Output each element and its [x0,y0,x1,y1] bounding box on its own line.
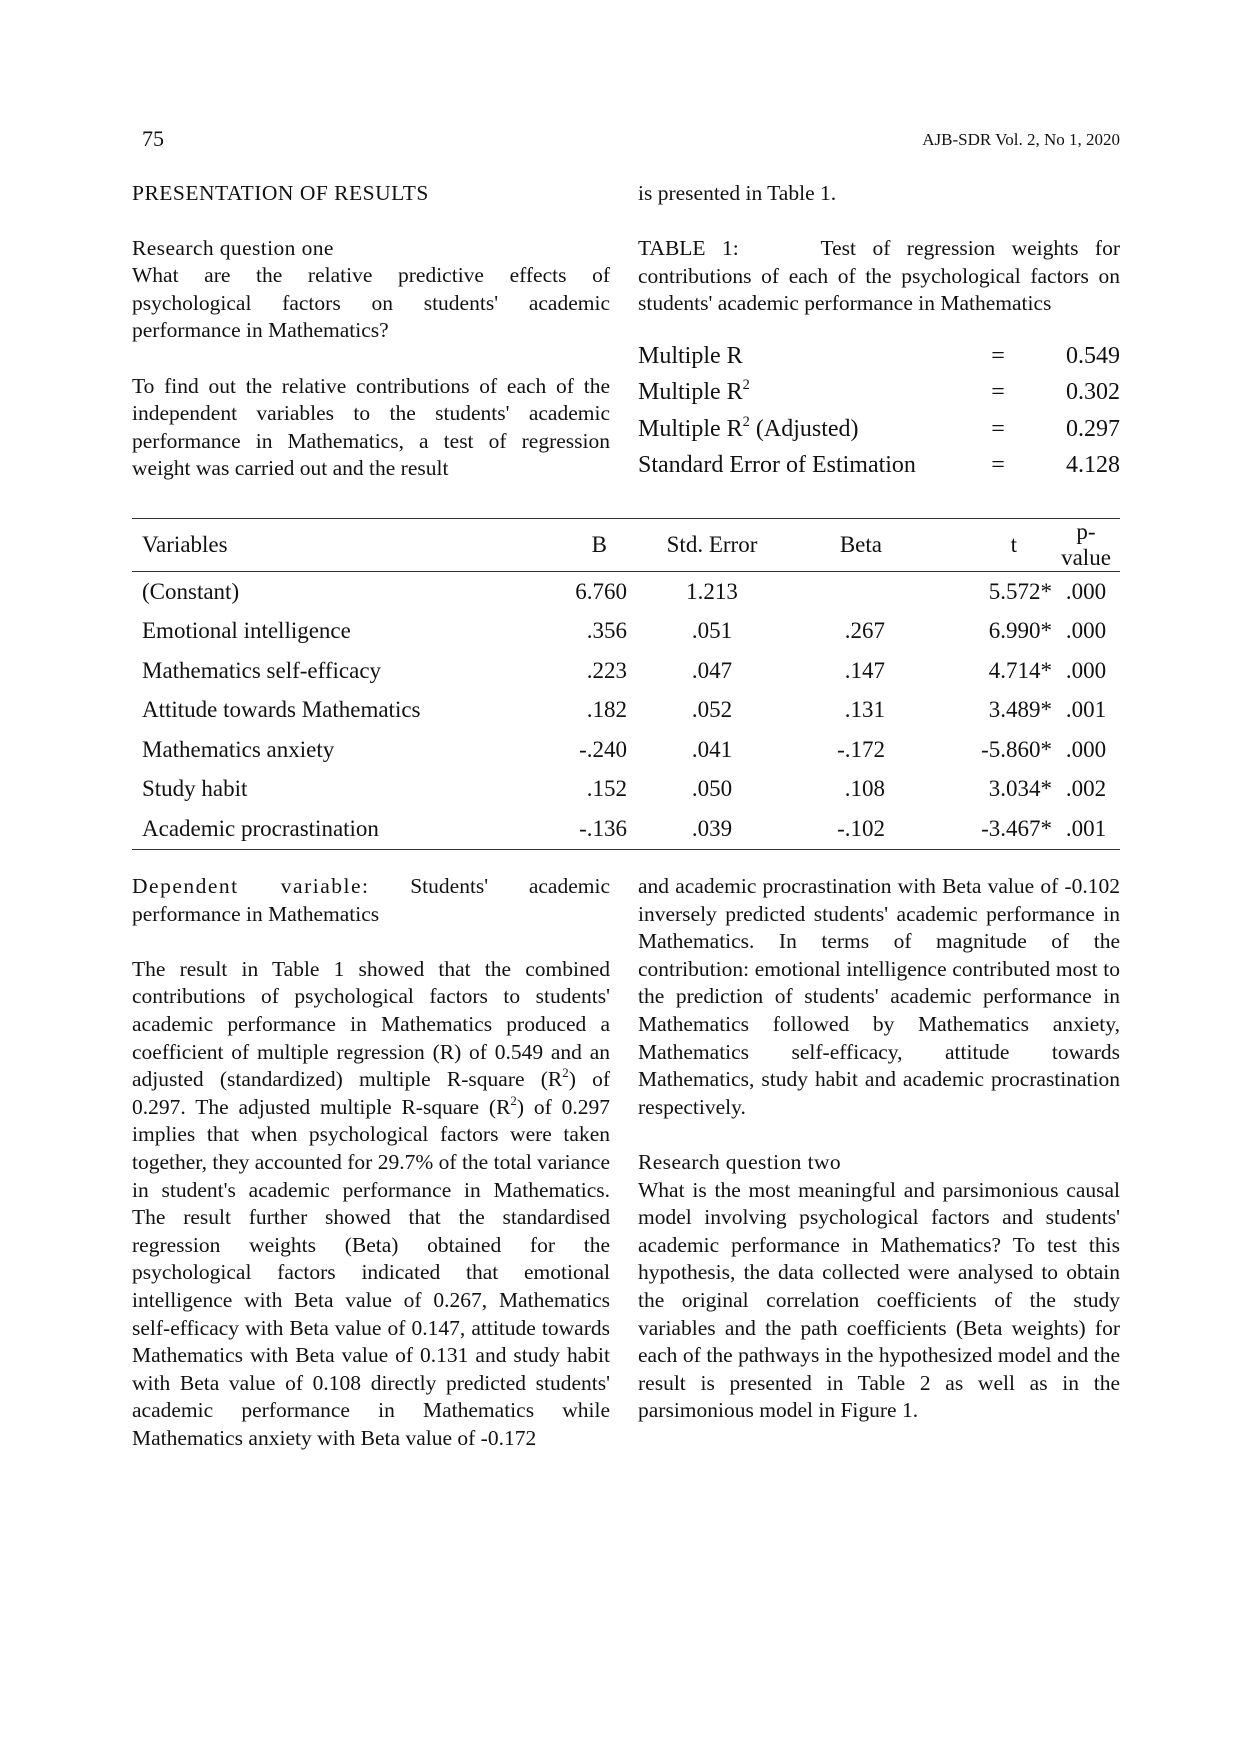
variable-name-cell: Study habit [142,776,248,802]
value-cell: 6.760 [575,578,627,604]
research-question-two-title: Research question two [638,1149,842,1174]
value-cell: 1.213 [686,578,738,604]
table-row [132,730,1120,770]
dependent-variable-note: Dependent variable: Students' academic performance in Mathematics [132,874,610,926]
stat-label: Multiple $R^2$ [638,377,750,406]
value-cell: .041 [691,736,733,762]
value-cell [787,572,907,612]
page-header [132,126,1120,152]
column-header: Beta [839,532,882,557]
stat-row: Multiple R = 0.549 [638,338,1120,375]
column-header: t [1010,532,1017,557]
value-cell: -.240 [579,736,627,762]
table-row [132,572,1120,612]
value-cell: .039 [691,815,733,841]
value-cell: -3.467* [981,815,1052,841]
value-cell: .152 [586,776,627,802]
table-header-row [132,519,1120,572]
value-cell: .001 [1065,697,1107,723]
stat-row: Standard Error of Estimation = 4.128 [638,447,1120,484]
left-column-top [132,180,610,483]
value-cell: 6.990* [988,618,1052,644]
section-title: PRESENTATION OF RESULTS [132,181,429,205]
left-column-bottom [132,873,610,1452]
intro-paragraph: To find out the relative contributions of each of the independent variables to the students' academic performance in Mathematics, a test of regression weight was carried out and the result [132,373,610,481]
column-header: p-value [1061,519,1111,570]
value-cell: .000 [1065,578,1107,604]
value-cell: -5.860* [981,736,1052,762]
value-cell: .356 [586,618,627,644]
table-row [132,770,1120,810]
value-cell: .000 [1065,736,1107,762]
research-question-two-text: What is the most meaningful and parsimonious causal model involving psychological factors and students' academic performance in Mathematics? To test this hypothesis, the data collected were analysed to obtain the original correlation coefficients of the study variables and the path coefficients (Beta weights) for each of the pathways in the hypothesized model and the result is presented in Table 2 as well as in the parsimonious model in Figure 1. [638,1177,1120,1423]
right-column-top [638,180,1126,484]
value-cell: .182 [586,697,627,723]
page-number: 75 [142,126,164,151]
value-cell: 4.714* [988,657,1052,683]
research-question-one-text: What are the relative predictive effects of psychological factors on students' academic performance in Mathematics? [132,263,610,343]
right-column-bottom [638,873,1120,1425]
model-summary [638,338,1120,484]
stat-label: Multiple $R^2$ (Adjusted) [638,413,859,442]
regression-table [132,518,1120,850]
table-row [132,612,1120,652]
journal-citation: AJB-SDR Vol. 2, No 1, 2020 [922,130,1120,149]
value-cell: .000 [1065,657,1107,683]
value-cell: .131 [844,697,885,723]
stat-value: 0.297 [1066,415,1120,442]
value-cell: .001 [1065,815,1107,841]
value-cell: .051 [691,618,733,644]
stat-label: Standard Error of Estimation [638,452,916,479]
variable-name-cell: Academic procrastination [142,815,379,841]
results-continuation-paragraph: and academic procrastination with Beta value of -0.102 inversely predicted students' academic performance in Mathematics. In terms of magnitude of the contribution: emotional intelligence contributed most to the prediction of students' academic performance in Mathematics followed by Mathematics anxiety, Mathematics self-efficacy, attitude towards Mathematics, study habit and academic procrastination respectively. [638,874,1120,1119]
variable-name-cell: Emotional intelligence [142,618,351,644]
value-cell: .223 [586,657,627,683]
value-cell: .108 [844,776,885,802]
variable-name-cell: Attitude towards Mathematics [142,697,421,723]
value-cell: 3.034* [988,776,1052,802]
variable-name-cell: Mathematics anxiety [142,736,335,762]
stat-value: 0.302 [1066,379,1120,406]
table-row [132,651,1120,691]
value-cell: .047 [691,657,733,683]
column-header: B [591,532,607,557]
results-paragraph: The result in Table 1 showed that the combined contributions of psychological factors to students' academic performance in Mathematics produced a coefficient of multiple regression (R) of 0.549 and an adjusted (standardized) multiple R-square $(R^2)$ of 0.297. The adjusted multiple R-square $(R^2)$ of 0.297 implies that when psychological factors were taken together, they accounted for 29.7% of the total variance in student's academic performance in Mathematics. The result further showed that the standardised regression weights (Beta) obtained for the psychological factors indicated that emotional intelligence with Beta value of 0.267, Mathematics self-efficacy with Beta value of 0.147, attitude towards Mathematics with Beta value of 0.131 and study habit with Beta value of 0.108 directly predicted students' academic performance in Mathematics while Mathematics anxiety with Beta value of -0.172 [132,956,610,1450]
table-caption: TABLE 1: Test of regression weights for contributions of each of the psychological factors on students' academic performance in Mathematics [638,236,1126,316]
column-header: Variables [142,532,228,557]
value-cell: -.102 [837,815,885,841]
stat-label: Multiple R [638,342,743,369]
column-header: Std. Error [666,532,758,557]
research-question-one-title: Research question one [132,235,334,260]
stat-value: 0.549 [1066,342,1120,369]
stat-value: 4.128 [1066,452,1120,479]
table-row [132,809,1120,849]
value-cell: .002 [1065,776,1107,802]
value-cell: 5.572* [988,578,1052,604]
value-cell: .050 [691,776,733,802]
value-cell: .052 [691,697,733,723]
value-cell: .147 [844,657,885,683]
variable-name-cell: (Constant) [142,578,240,604]
value-cell: .267 [844,618,885,644]
stat-row: Multiple $R^2$ = 0.302 [638,374,1120,411]
stat-row: Multiple $R^2$ (Adjusted) = 0.297 [638,411,1120,448]
continuation-text: is presented in Table 1. [638,181,837,205]
value-cell: .000 [1065,618,1107,644]
value-cell: -.136 [579,815,627,841]
value-cell: -.172 [837,736,885,762]
value-cell: 3.489* [988,697,1052,723]
table-row [132,691,1120,731]
variable-name-cell: Mathematics self-efficacy [142,657,382,683]
